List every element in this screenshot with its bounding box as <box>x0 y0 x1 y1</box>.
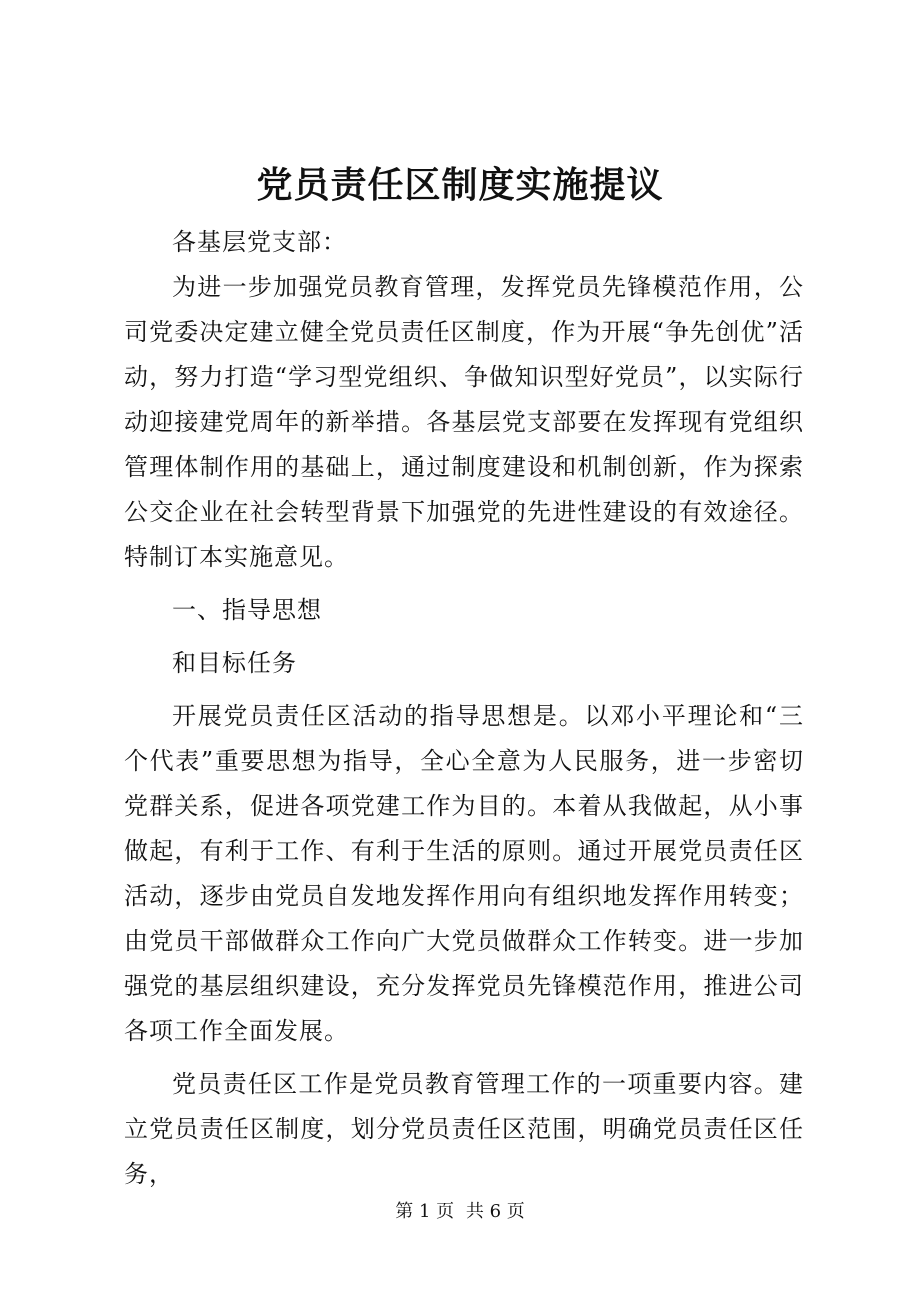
page-number: 第 1 页 <box>395 1201 455 1222</box>
section-heading-continued: 和目标任务 <box>172 649 297 677</box>
document-title: 党员责任区制度实施提议 <box>256 164 664 206</box>
page-total: 共 6 页 <box>465 1201 525 1222</box>
paragraph-guiding-ideology: 开展党员责任区活动的指导思想是。以邓小平理论和“三个代表”重要思想为指导，全心全意为人民服务，进一步密切党群关系，促进各项党建工作为目的。本着从我做起，从小事做起，有利于工作、有利于生活的原则。通过开展党员责任区活动，逐步由党员自发地发挥作用向有组织地发挥作用转变；由党员干部做群众工作向广大党员做群众工作转变。进一步加强党的基层组织建设，充分发挥党员先锋模范作用，推进公司各项工作全面发展。 <box>124 702 804 1045</box>
section-heading: 一、指导思想 <box>172 596 322 624</box>
paragraph-responsibility-zone: 党员责任区工作是党员教育管理工作的一项重要内容。建立党员责任区制度，划分党员责任区范围，明确党员责任区任务， <box>124 1070 804 1188</box>
salutation: 各基层党支部： <box>172 228 347 256</box>
page-footer <box>0 1198 920 1226</box>
document-body <box>124 220 804 1197</box>
paragraph-intro: 为进一步加强党员教育管理，发挥党员先锋模范作用，公司党委决定建立健全党员责任区制度，作为开展“争先创优”活动，努力打造“学习型党组织、争做知识型好党员”，以实际行动迎接建党周年的新举措。各基层党支部要在发挥现有党组织管理体制作用的基础上，通过制度建设和机制创新，作为探索公交企业在社会转型背景下加强党的先进性建设的有效途径。特制订本实施意见。 <box>124 273 804 571</box>
